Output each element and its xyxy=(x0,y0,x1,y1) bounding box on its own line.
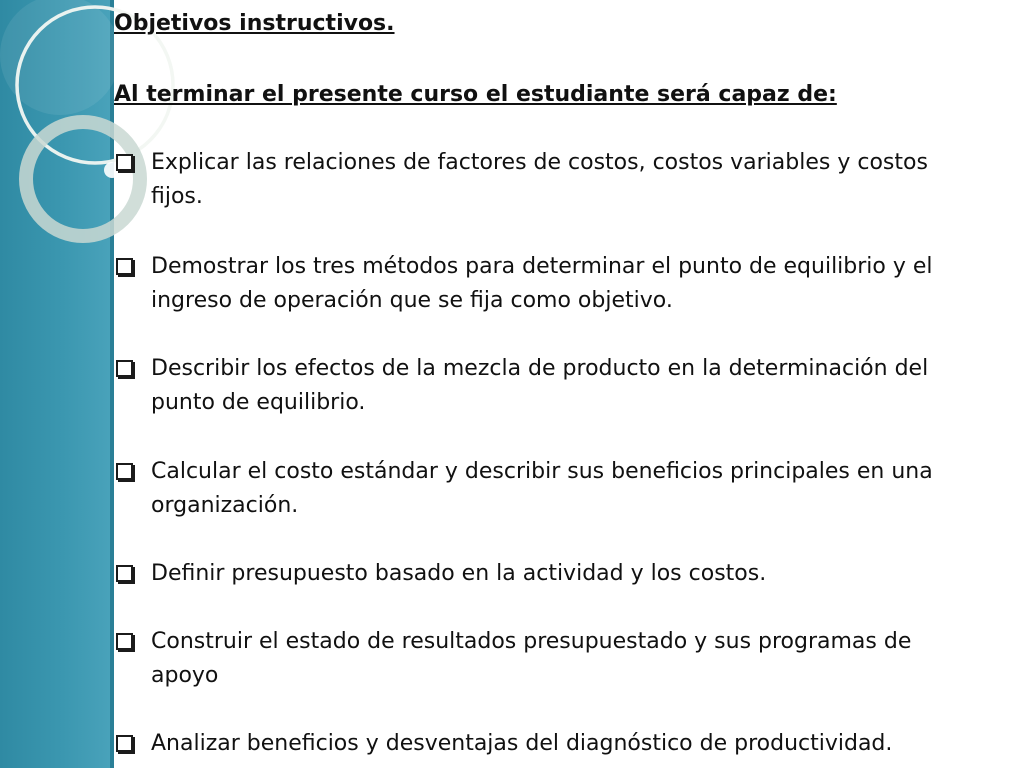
objective-text: Analizar beneficios y desventajas del diagnóstico de productividad. xyxy=(151,731,893,756)
objective-text: Calcular el costo estándar y describir sus beneficios principales en una organización. xyxy=(151,459,933,518)
objective-text: Definir presupuesto basado en la actividad y los costos. xyxy=(151,561,767,586)
objective-item xyxy=(114,146,974,214)
objective-item xyxy=(114,455,974,523)
objective-text: Demostrar los tres métodos para determinar el punto de equilibrio y el ingreso de operación que se fija como objetivo. xyxy=(151,254,933,313)
square-bullet-icon xyxy=(116,463,133,480)
objective-text: Construir el estado de resultados presupuestado y sus programas de apoyo xyxy=(151,629,912,688)
objective-item xyxy=(114,352,974,420)
square-bullet-icon xyxy=(116,360,133,377)
objective-item xyxy=(114,557,974,591)
objective-item xyxy=(114,625,974,693)
square-bullet-icon xyxy=(116,735,133,752)
objective-text: Describir los efectos de la mezcla de producto en la determinación del punto de equilibrio. xyxy=(151,356,929,415)
square-bullet-icon xyxy=(116,565,133,582)
objective-item xyxy=(114,727,974,761)
slide-subtitle: Al terminar el presente curso el estudiante será capaz de: xyxy=(114,82,837,107)
objective-item xyxy=(114,250,974,318)
square-bullet-icon xyxy=(116,258,133,275)
slide-title: Objetivos instructivos. xyxy=(114,11,395,36)
objective-text: Explicar las relaciones de factores de costos, costos variables y costos fijos. xyxy=(151,150,928,209)
large-ring-highlight xyxy=(0,0,120,115)
square-bullet-icon xyxy=(116,154,133,171)
square-bullet-icon xyxy=(116,633,133,650)
